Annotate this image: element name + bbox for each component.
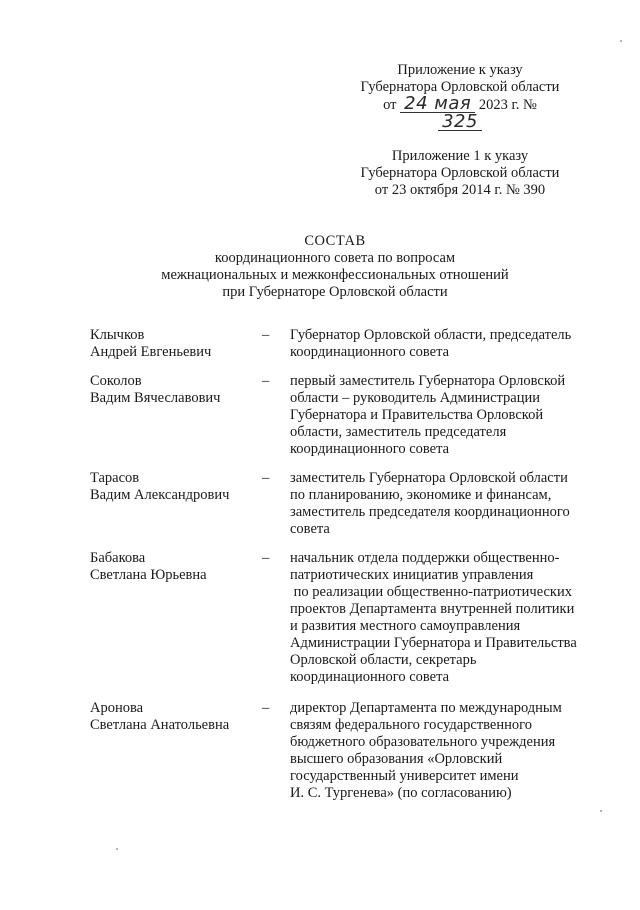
role-line: И. С. Тургенева» (по согласованию)	[290, 785, 512, 801]
prev-appendix-line-1: Приложение 1 к указу	[391, 148, 529, 164]
document-title	[140, 233, 530, 301]
role-line: заместитель председателя координационного	[290, 504, 570, 520]
member-role	[290, 470, 610, 538]
member-given-name: Андрей Евгеньевич	[90, 344, 212, 360]
role-line: по планированию, экономике и финансам,	[290, 487, 552, 503]
role-line: Орловской области, секретарь	[290, 652, 477, 668]
role-line: директор Департамента по международным	[290, 700, 562, 716]
appendix-line-2: Губернатора Орловской области	[360, 79, 560, 95]
role-line: государственный университет имени	[290, 768, 519, 784]
member-given-name: Вадим Вячеславович	[90, 390, 221, 406]
title-main: СОСТАВ	[304, 233, 366, 249]
role-line: координационного совета	[290, 669, 450, 685]
handwritten-number: 325	[438, 114, 482, 131]
handwritten-date: 24 мая	[400, 96, 475, 113]
role-line: Губернатора и Правительства Орловской	[290, 407, 544, 423]
dash-separator: –	[262, 700, 270, 716]
member-name	[90, 373, 262, 407]
title-line-1: координационного совета по вопросам	[214, 250, 456, 266]
role-line: начальник отдела поддержки общественно-	[290, 550, 560, 566]
role-line: координационного совета	[290, 344, 450, 360]
title-line-3: при Губернаторе Орловской области	[222, 284, 448, 300]
dash-separator: –	[262, 550, 270, 566]
member-row	[90, 327, 610, 361]
member-surname: Клычков	[90, 327, 145, 343]
member-role	[290, 700, 610, 802]
role-line: области – руководитель Администрации	[290, 390, 541, 406]
member-row	[90, 470, 610, 538]
role-line: высшего образования «Орловский	[290, 751, 503, 767]
member-name	[90, 470, 262, 504]
role-line: и развития местного самоуправления	[290, 618, 521, 634]
role-line: бюджетного образовательного учреждения	[290, 734, 556, 750]
role-line: связям федерального государственного	[290, 717, 532, 733]
role-line: заместитель Губернатора Орловской области	[290, 470, 568, 486]
member-name	[90, 327, 262, 361]
role-line: проектов Департамента внутренней политики	[290, 601, 575, 617]
member-surname: Соколов	[90, 373, 142, 389]
member-role	[290, 327, 610, 361]
member-surname: Аронова	[90, 700, 144, 716]
dash-separator: –	[262, 327, 270, 343]
year-and-number-label: 2023 г. №	[478, 97, 537, 113]
member-surname: Бабакова	[90, 550, 146, 566]
role-line: первый заместитель Губернатора Орловской	[290, 373, 566, 389]
date-prefix: от	[383, 97, 397, 113]
role-line: Администрации Губернатора и Правительства	[290, 635, 577, 651]
scan-speck	[600, 810, 602, 812]
member-name	[90, 550, 262, 584]
role-line: совета	[290, 521, 330, 537]
role-line: Губернатор Орловской области, председатель	[290, 327, 572, 343]
prev-appendix-line-3: от 23 октября 2014 г. № 390	[374, 182, 546, 198]
member-row	[90, 550, 610, 686]
role-line: по реализации общественно-патриотических	[290, 584, 572, 600]
member-row	[90, 700, 610, 802]
appendix-line-1: Приложение к указу	[397, 62, 523, 78]
role-line: координационного совета	[290, 441, 450, 457]
member-role	[290, 373, 610, 458]
member-name	[90, 700, 262, 734]
appendix-line-3	[360, 93, 560, 132]
member-row	[90, 373, 610, 458]
previous-appendix-header	[360, 148, 560, 199]
role-line: области, заместитель председателя	[290, 424, 507, 440]
appendix-header	[360, 62, 560, 132]
title-line-2: межнациональных и межконфессиональных отношений	[161, 267, 509, 283]
dash-separator: –	[262, 373, 270, 389]
role-line: патриотических инициатив управления	[290, 567, 534, 583]
prev-appendix-line-2: Губернатора Орловской области	[360, 165, 560, 181]
dash-separator: –	[262, 470, 270, 486]
member-given-name: Светлана Юрьевна	[90, 567, 207, 583]
member-given-name: Светлана Анатольевна	[90, 717, 230, 733]
scan-speck	[620, 40, 622, 42]
scan-speck	[116, 848, 118, 850]
member-role	[290, 550, 610, 686]
member-surname: Тарасов	[90, 470, 140, 486]
member-given-name: Вадим Александрович	[90, 487, 230, 503]
